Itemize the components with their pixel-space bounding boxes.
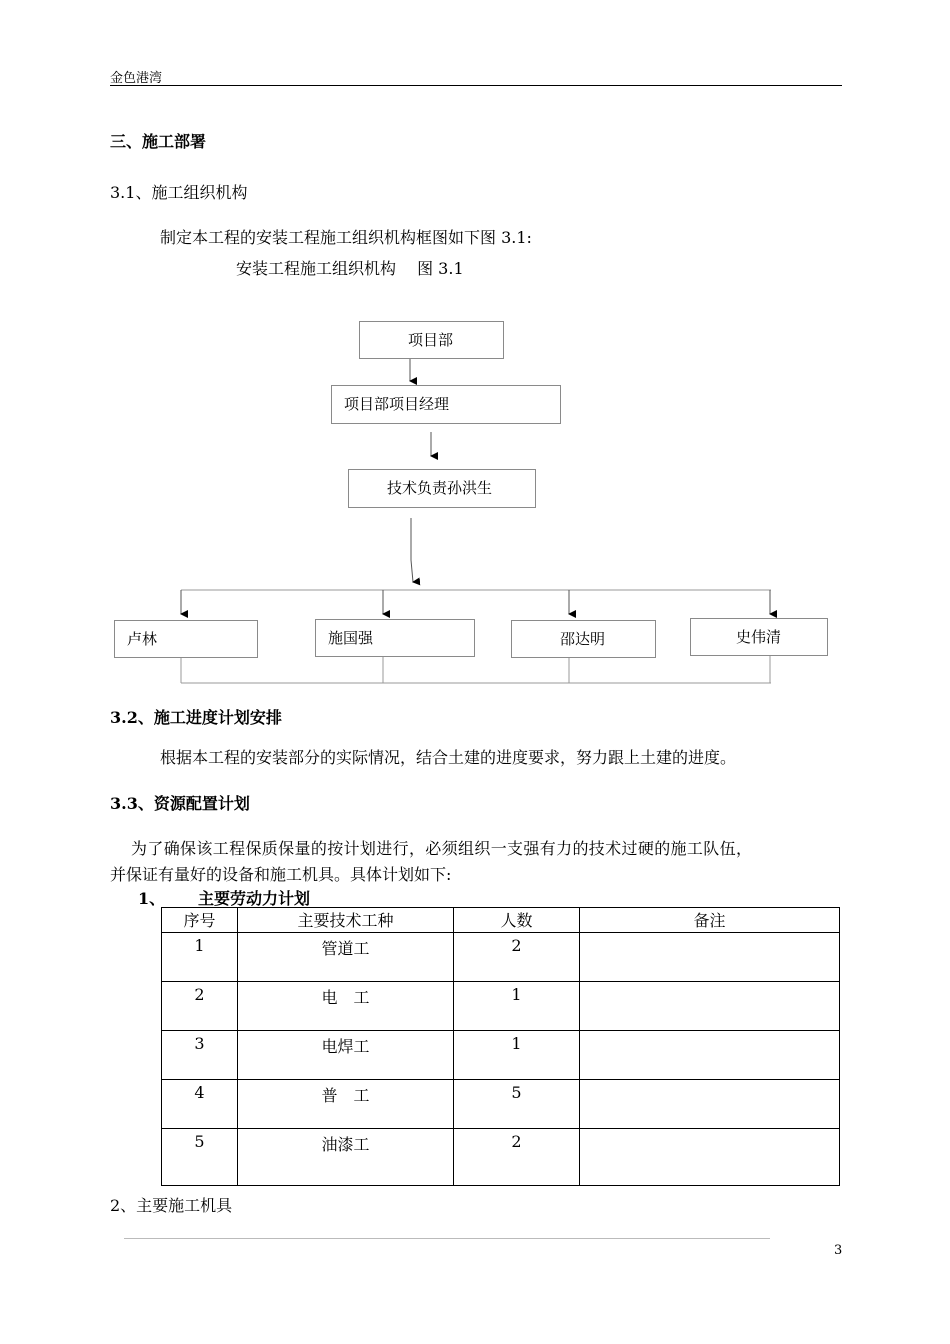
subsection-3-2-body: 根据本工程的安装部分的实际情况，结合土建的进度要求，努力跟上土建的进度。	[160, 748, 737, 767]
org-box-label: 邵达明	[560, 630, 606, 648]
section-title: 三、施工部署	[110, 132, 207, 151]
table-cell	[580, 1031, 840, 1080]
page-number: 3	[834, 1243, 843, 1258]
table-row	[162, 1031, 840, 1080]
org-box-tech-lead	[348, 469, 536, 508]
table-cell: 2	[162, 982, 238, 1031]
org-box-label: 施国强	[328, 629, 374, 647]
table-cell	[580, 1080, 840, 1129]
footer-rule	[124, 1238, 770, 1239]
subsection-3-3-body-line1: 为了确保该工程保质保量的按计划进行，必须组织一支强有力的技术过硬的施工队伍，	[131, 839, 753, 858]
org-box-label: 史伟清	[736, 628, 782, 646]
table-cell: 管道工	[238, 933, 454, 982]
table-cell: 普 工	[238, 1080, 454, 1129]
table-row	[162, 1080, 840, 1129]
subsection-3-1-title: 3.1、施工组织机构	[110, 183, 248, 202]
org-box-member-3	[511, 620, 656, 658]
org-box-member-1	[114, 620, 258, 658]
table-row	[162, 1129, 840, 1186]
table-row	[162, 933, 840, 982]
org-box-member-4	[690, 618, 828, 656]
org-box-project-manager	[331, 385, 561, 424]
table-cell: 1	[454, 982, 580, 1031]
equipment-plan-title: 2、主要施工机具	[110, 1196, 233, 1215]
labor-plan-number: 1、	[138, 889, 166, 908]
table-cell	[580, 1129, 840, 1186]
table-cell: 3	[162, 1031, 238, 1080]
subsection-3-3-title: 3.3、资源配置计划	[110, 794, 250, 813]
table-header-cell: 人数	[454, 908, 580, 933]
labor-plan-table	[161, 907, 840, 1186]
org-box-label: 项目部项目经理	[344, 395, 450, 413]
subsection-3-2-title: 3.2、施工进度计划安排	[110, 708, 282, 727]
header-title: 金色港湾	[110, 71, 163, 86]
figure-caption: 安装工程施工组织机构 图 3.1	[236, 259, 464, 278]
table-cell	[580, 982, 840, 1031]
table-row	[162, 982, 840, 1031]
table-cell: 5	[162, 1129, 238, 1186]
subsection-3-3-body-line2: 并保证有量好的设备和施工机具。具体计划如下:	[110, 865, 452, 884]
table-cell: 1	[162, 933, 238, 982]
table-cell: 1	[454, 1031, 580, 1080]
labor-plan-title: 主要劳动力计划	[198, 889, 311, 908]
table-cell: 电 工	[238, 982, 454, 1031]
table-cell	[580, 933, 840, 982]
table-cell: 2	[454, 1129, 580, 1186]
org-box-label: 卢林	[127, 630, 158, 648]
table-header-cell: 主要技术工种	[238, 908, 454, 933]
table-cell: 电焊工	[238, 1031, 454, 1080]
org-box-member-2	[315, 619, 475, 657]
org-box-project-dept	[359, 321, 504, 359]
org-box-label: 技术负责孙洪生	[387, 479, 493, 497]
table-header-cell: 序号	[162, 908, 238, 933]
table-cell: 油漆工	[238, 1129, 454, 1186]
table-header-row	[162, 908, 840, 933]
subsection-3-1-intro: 制定本工程的安装工程施工组织机构框图如下图 3.1:	[160, 228, 532, 247]
table-cell: 5	[454, 1080, 580, 1129]
table-cell: 4	[162, 1080, 238, 1129]
org-box-label: 项目部	[408, 331, 454, 349]
table-cell: 2	[454, 933, 580, 982]
table-header-cell: 备注	[580, 908, 840, 933]
